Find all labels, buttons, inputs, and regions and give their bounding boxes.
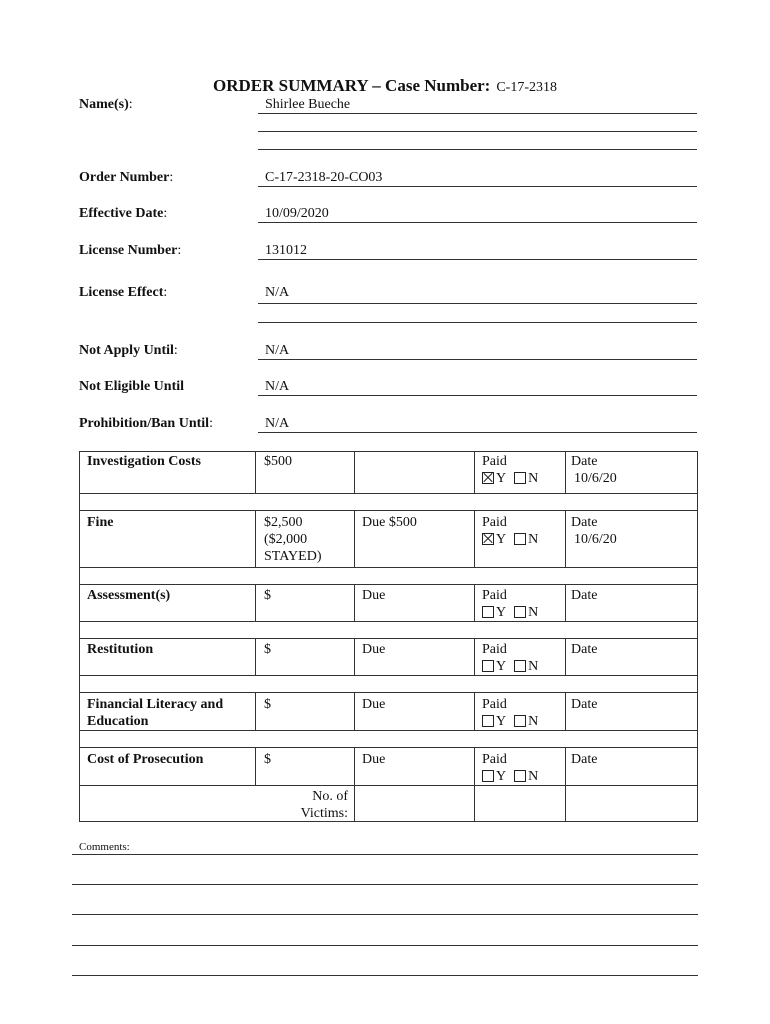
names-line-1 bbox=[258, 113, 697, 114]
row-due-fine: Due $500 bbox=[362, 515, 417, 530]
not-apply-value: N/A bbox=[265, 343, 290, 358]
row-label-restitution: Restitution bbox=[87, 642, 154, 657]
paid-restitution bbox=[482, 641, 538, 675]
paid-cost-of-prosecution bbox=[482, 751, 538, 785]
no-label: N bbox=[528, 714, 539, 729]
paid-label: Paid bbox=[482, 642, 507, 657]
date-label: Date bbox=[571, 752, 598, 767]
row-due-cost-of-prosecution: Due bbox=[362, 752, 386, 767]
row-amount-assessments: $ bbox=[264, 588, 271, 603]
license-effect-label: License Effect: bbox=[79, 285, 168, 300]
prohibition-line bbox=[258, 432, 697, 433]
row-amount-financial-literacy: $ bbox=[264, 697, 271, 712]
paid-yes-checkbox[interactable] bbox=[482, 715, 494, 727]
row-amount-fine: $2,500 ($2,000 STAYED) bbox=[264, 515, 322, 564]
not-eligible-value: N/A bbox=[265, 379, 290, 394]
paid-yes-checkbox[interactable] bbox=[482, 533, 494, 545]
date-value: 10/6/20 bbox=[574, 532, 617, 547]
date-label: Date bbox=[571, 515, 598, 530]
paid-label: Paid bbox=[482, 697, 507, 712]
paid-label: Paid bbox=[482, 588, 507, 603]
row-label-cost-of-prosecution: Cost of Prosecution bbox=[87, 752, 204, 767]
date-cost-of-prosecution bbox=[571, 751, 597, 768]
comments-label: Comments: bbox=[79, 841, 130, 853]
date-investigation-costs bbox=[571, 453, 617, 487]
no-label: N bbox=[528, 659, 539, 674]
license-number-label: License Number: bbox=[79, 243, 182, 258]
row-label-investigation-costs: Investigation Costs bbox=[87, 454, 201, 469]
order-number-value: C-17-2318-20-CO03 bbox=[265, 170, 383, 185]
license-effect-line-1 bbox=[258, 303, 697, 304]
row-amount-restitution: $ bbox=[264, 642, 271, 657]
not-apply-line bbox=[258, 359, 697, 360]
no-label: N bbox=[528, 605, 539, 620]
yes-label: Y bbox=[496, 714, 507, 729]
yes-label: Y bbox=[496, 532, 507, 547]
order-number-label: Order Number: bbox=[79, 170, 174, 185]
no-label: N bbox=[528, 471, 539, 486]
names-line-2 bbox=[258, 131, 697, 132]
paid-label: Paid bbox=[482, 515, 507, 530]
date-label: Date bbox=[571, 454, 598, 469]
yes-label: Y bbox=[496, 471, 507, 486]
order-number-line bbox=[258, 186, 697, 187]
paid-no-checkbox[interactable] bbox=[514, 533, 526, 545]
paid-fine bbox=[482, 514, 538, 548]
comment-line-2[interactable] bbox=[72, 884, 698, 885]
date-restitution bbox=[571, 641, 597, 658]
license-number-line bbox=[258, 259, 697, 260]
effective-date-value: 10/09/2020 bbox=[265, 206, 329, 221]
yes-label: Y bbox=[496, 659, 507, 674]
paid-label: Paid bbox=[482, 454, 507, 469]
paid-yes-checkbox[interactable] bbox=[482, 606, 494, 618]
row-label-financial-literacy: Financial Literacy and Education bbox=[87, 697, 224, 729]
paid-no-checkbox[interactable] bbox=[514, 606, 526, 618]
effective-date-line bbox=[258, 222, 697, 223]
yes-label: Y bbox=[496, 769, 507, 784]
effective-date-label: Effective Date: bbox=[79, 206, 168, 221]
prohibition-label: Prohibition/Ban Until: bbox=[79, 416, 213, 431]
date-value: 10/6/20 bbox=[574, 471, 617, 486]
row-due-assessments: Due bbox=[362, 588, 386, 603]
no-label: N bbox=[528, 769, 539, 784]
date-label: Date bbox=[571, 642, 598, 657]
no-label: N bbox=[528, 532, 539, 547]
names-line-3 bbox=[258, 149, 697, 150]
paid-yes-checkbox[interactable] bbox=[482, 472, 494, 484]
date-label: Date bbox=[571, 697, 598, 712]
comment-line-5[interactable] bbox=[72, 975, 698, 976]
row-label-fine: Fine bbox=[87, 515, 114, 530]
row-due-restitution: Due bbox=[362, 642, 386, 657]
row-amount-investigation-costs: $500 bbox=[264, 454, 292, 469]
paid-investigation-costs bbox=[482, 453, 538, 487]
license-number-value: 131012 bbox=[265, 243, 307, 258]
paid-no-checkbox[interactable] bbox=[514, 715, 526, 727]
not-eligible-line bbox=[258, 395, 697, 396]
comment-line-3[interactable] bbox=[72, 914, 698, 915]
date-assessments bbox=[571, 587, 597, 604]
paid-yes-checkbox[interactable] bbox=[482, 660, 494, 672]
names-value: Shirlee Bueche bbox=[265, 97, 351, 112]
paid-yes-checkbox[interactable] bbox=[482, 770, 494, 782]
title-text: ORDER SUMMARY – Case Number: bbox=[212, 76, 491, 95]
paid-no-checkbox[interactable] bbox=[514, 472, 526, 484]
not-apply-label: Not Apply Until: bbox=[79, 343, 178, 358]
paid-financial-literacy bbox=[482, 696, 538, 730]
license-effect-line-2 bbox=[258, 322, 697, 323]
prohibition-value: N/A bbox=[265, 416, 290, 431]
row-amount-cost-of-prosecution: $ bbox=[264, 752, 271, 767]
paid-label: Paid bbox=[482, 752, 507, 767]
paid-assessments bbox=[482, 587, 538, 621]
paid-no-checkbox[interactable] bbox=[514, 660, 526, 672]
date-fine bbox=[571, 514, 617, 548]
date-label: Date bbox=[571, 588, 598, 603]
date-financial-literacy bbox=[571, 696, 597, 713]
page-title bbox=[0, 76, 770, 96]
not-eligible-label: Not Eligible Until bbox=[79, 379, 185, 394]
comment-line-4[interactable] bbox=[72, 945, 698, 946]
comment-line-1[interactable] bbox=[72, 854, 698, 855]
license-effect-value: N/A bbox=[265, 285, 290, 300]
yes-label: Y bbox=[496, 605, 507, 620]
row-due-financial-literacy: Due bbox=[362, 697, 386, 712]
row-label-assessments: Assessment(s) bbox=[87, 588, 171, 603]
paid-no-checkbox[interactable] bbox=[514, 770, 526, 782]
names-label: Name(s): bbox=[79, 97, 133, 112]
case-number: C-17-2318 bbox=[496, 80, 558, 95]
victims-label: No. of Victims: bbox=[300, 789, 348, 821]
